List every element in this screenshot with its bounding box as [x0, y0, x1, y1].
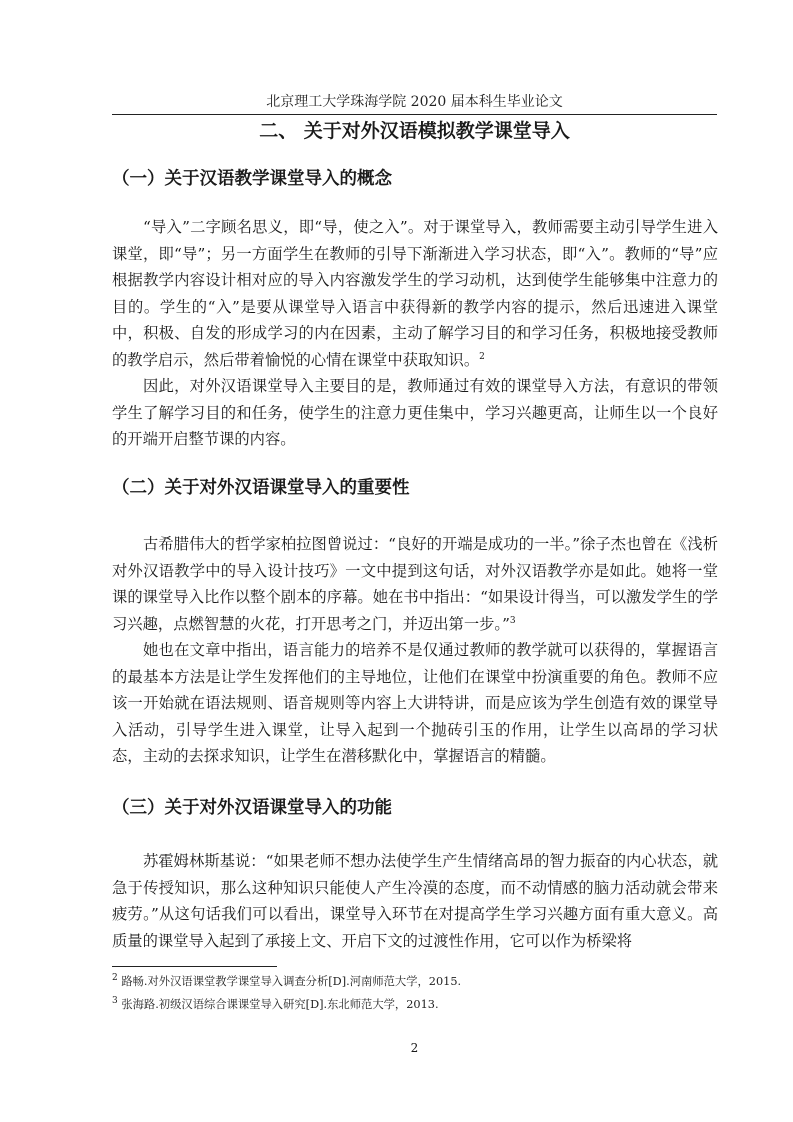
footnote-rule [112, 966, 277, 967]
section-heading-concept: （一）关于汉语教学课堂导入的概念 [112, 169, 392, 189]
section-heading-importance: （二）关于对外汉语课堂导入的重要性 [112, 478, 410, 498]
footnote-ref: 3 [509, 615, 516, 626]
paragraph-text: 她也在文章中指出，语言能力的培养不是仅通过教师的教学就可以获得的，掌握语言的最基本方法是让学生发挥他们的主导地位，让他们在课堂中扮演重要的角色。教师不应该一开始就在语法规则、语音规则等内容上大讲特讲，而是应该为学生创造有效的课堂导入活动，引导学生进入课堂，让导入起到一个抛砖引玉的作用，让学生以高昂的学习状态，主动的去探求知识，让学生在潜移默化中，掌握语言的精髓。 [112, 641, 718, 765]
footnote [112, 997, 717, 1013]
paragraph-text: “导入”二字顾名思义，即“导，使之入”。对于课堂导入，教师需要主动引导学生进入课堂，即“导”；另一方面学生在教师的引导下渐渐进入学习状态，即“入”。教师的“导”应根据教学内容设计相对应的导入内容激发学生的学习动机，达到使学生能够集中注意力的目的。学生的“入”是要从课堂导入语言中获得新的教学内容的提示，然后迅速进入课堂中，积极、自发的形成学习的内在因素，主动了解学习目的和学习任务，积极地接受教师的教学启示，然后带着愉悦的心情在课堂中获取知识。 [112, 218, 718, 369]
page-number: 2 [410, 1041, 419, 1055]
footnote-number: 2 [112, 973, 118, 984]
footnote-ref: 2 [479, 351, 485, 362]
footnote-text: 张海路.初级汉语综合课课堂导入研究[D].东北师范大学，2013. [121, 998, 439, 1011]
paragraph-text: 古希腊伟大的哲学家柏拉图曾说过：“良好的开端是成功的一半。”徐子杰也曾在《浅析对外汉语教学中的导入设计技巧》一文中提到这句话，对外汉语教学亦是如此。她将一堂课的课堂导入比作以整个剧本的序幕。她在书中指出：“如果设计得当，可以激发学生的学习兴趣，点燃智慧的火花，打开思考之门，并迈出第一步。” [112, 535, 718, 633]
header-rule [112, 114, 717, 115]
footnote [112, 974, 717, 990]
body-paragraph [112, 373, 718, 453]
paragraph-text: 因此，对外汉语课堂导入主要目的是，教师通过有效的课堂导入方法，有意识的带领学生了解学习目的和任务，使学生的注意力更佳集中，学习兴趣更高，让师生以一个良好的开端开启整节课的内容。 [112, 377, 718, 448]
body-paragraph [112, 848, 718, 954]
body-paragraph [112, 214, 718, 373]
chapter-title: 二、 关于对外汉语模拟教学课堂导入 [259, 120, 570, 142]
body-paragraph [112, 531, 718, 637]
body-paragraph [112, 637, 718, 770]
footnote-number: 3 [112, 996, 118, 1007]
footnote-text: 路畅.对外汉语课堂教学课堂导入调查分析[D].河南师范大学，2015. [121, 975, 462, 988]
page-header: 北京理工大学珠海学院 2020 届本科生毕业论文 [266, 94, 563, 110]
section-heading-function: （三）关于对外汉语课堂导入的功能 [112, 798, 392, 818]
paragraph-text: 苏霍姆林斯基说：“如果老师不想办法使学生产生情绪高昂的智力振奋的内心状态，就急于传授知识，那么这种知识只能使人产生冷漠的态度，而不动情感的脑力活动就会带来疲劳。”从这句话我们可以看出，课堂导入环节在对提高学生学习兴趣方面有重大意义。高质量的课堂导入起到了承接上文、开启下文的过渡性作用，它可以作为桥梁将 [112, 852, 718, 950]
